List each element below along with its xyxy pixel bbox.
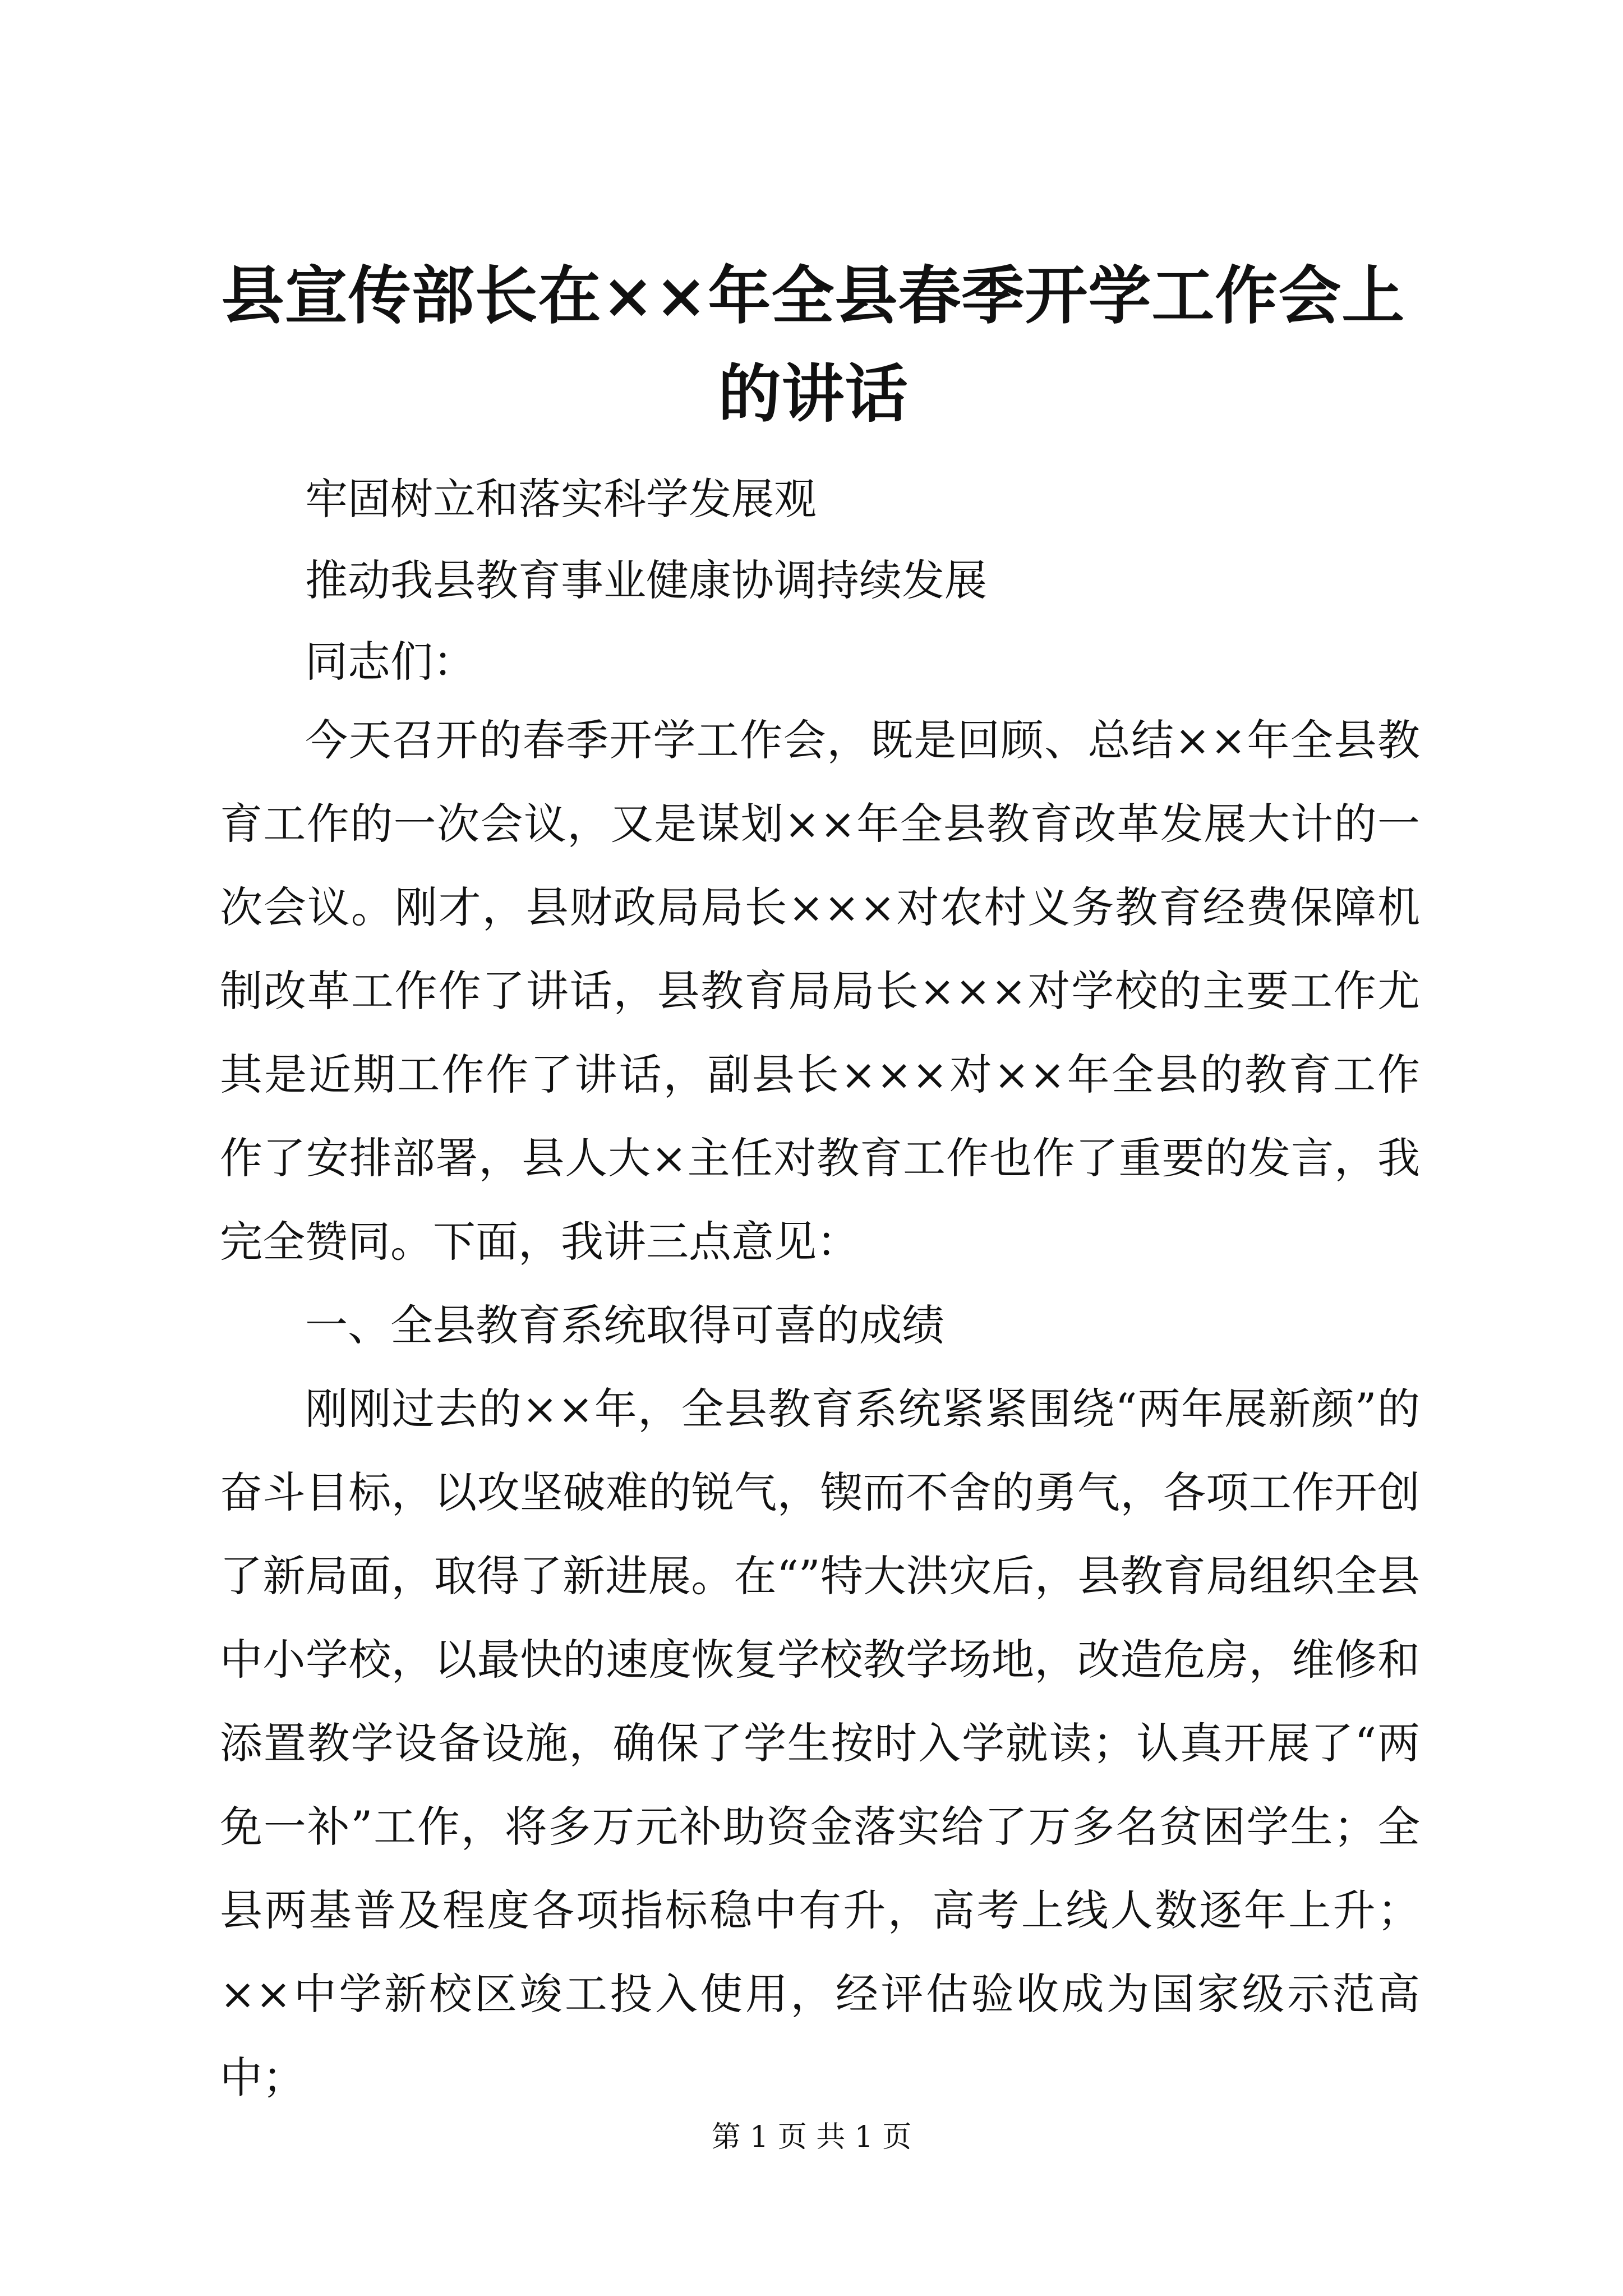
page-footer: 第 1 页 共 1 页 xyxy=(711,2120,912,2154)
document-title: 县宣传部长在××年全县春季开学工作会上的讲话 xyxy=(221,259,1405,431)
paragraph-opening: 今天召开的春季开学工作会，既是回顾、总结××年全县教育工作的一次会议，又是谋划××年全县教育改革发展大计的一次会议。刚才，县财政局局长×××对农村义务教育经费保障机制改革工作作了讲话，县教育局局长×××对学校的主要工作尤其是近期工作作了讲话，副县长×××对××年全县的教育工作作了安排部署，县人大×主任对教育工作也作了重要的发言，我完全赞同。下面，我讲三点意见： xyxy=(220,715,1420,1267)
subtitle-line-1: 牢固树立和落实科学发展观 xyxy=(305,474,817,524)
paragraph-achievements: 刚刚过去的××年，全县教育系统紧紧围绕“两年展新颜”的奋斗目标，以攻坚破难的锐气，锲而不舍的勇气，各项工作开创了新局面，取得了新进展。在“”特大洪灾后，县教育局组织全县中小学校，以最快的速度恢复学校教学场地，改造危房，维修和添置教学设备设施，确保了学生按时入学就读；认真开展了“两免一补”工作，将多万元补助资金落实给了万多名贫困学生；全县两基普及程度各项指标稳中有升，高考上线人数逐年上升；××中学新校区竣工投入使用，经评估验收成为国家级示范高中； xyxy=(220,1384,1420,2102)
section-heading-1: 一、全县教育系统取得可喜的成绩 xyxy=(305,1300,944,1350)
salutation: 同志们： xyxy=(305,637,476,687)
document-body xyxy=(220,698,1420,2119)
subtitle-line-2: 推动我县教育事业健康协调持续发展 xyxy=(305,555,987,605)
